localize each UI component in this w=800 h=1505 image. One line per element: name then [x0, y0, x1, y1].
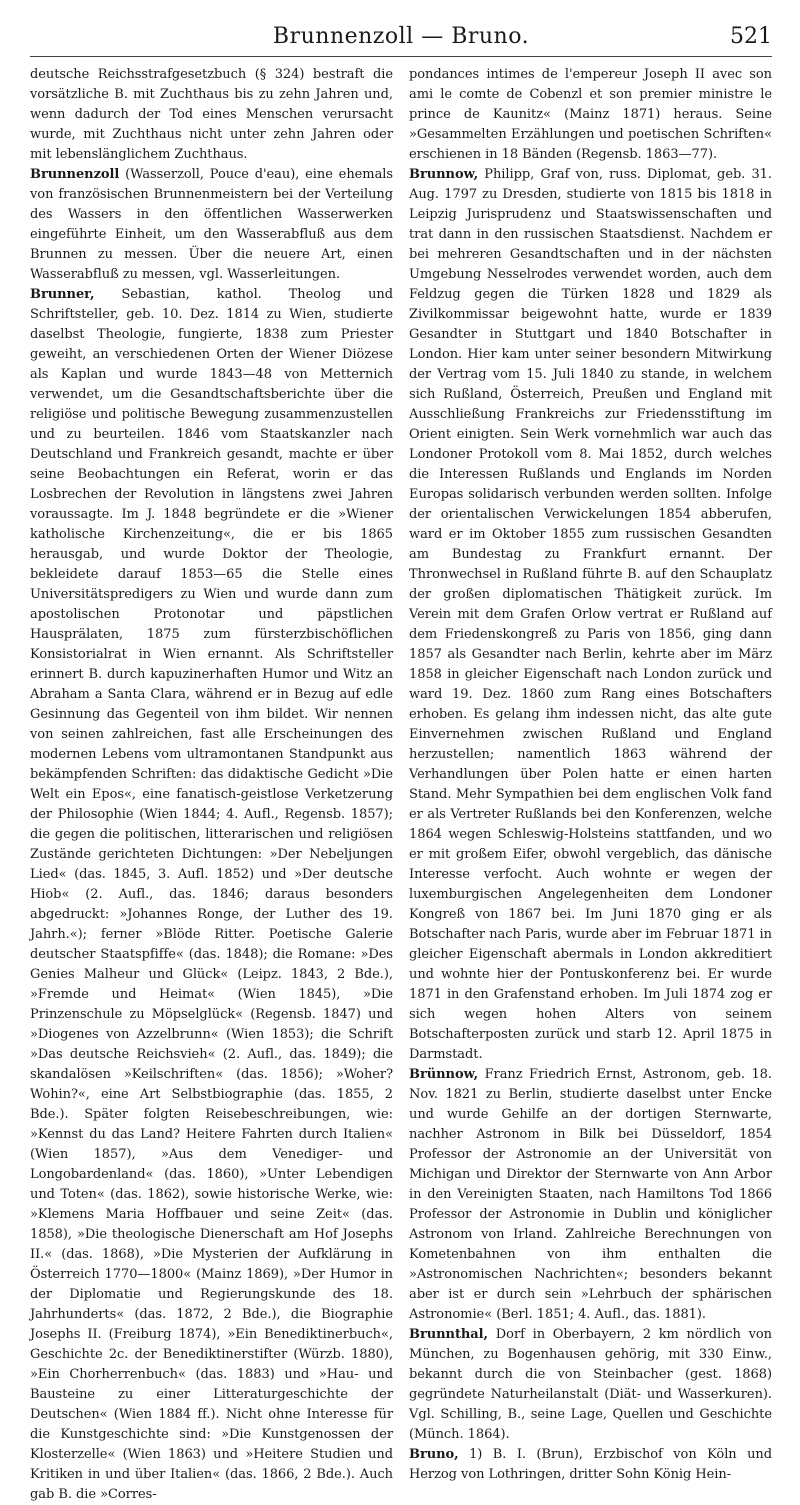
- entry-bruennow: [409, 1065, 772, 1325]
- entry-text: Sebastian, kathol. Theolog und Schriftsteller, geb. 10. Dez. 1814 zu Wien, studierte daselbst Theologie, fungierte, 1838 zum Priester geweiht, an verschiedenen Orten der Wiener Diözese als Kaplan und wurde 1843—48 von Metternich verwendet, um die Gesandtschaftsberichte über die religiöse und politische Bewegung zusammenzustellen und zu beurteilen. 1846 vom Staatskanzler nach Deutschland und Frankreich gesandt, machte er über seine Beobachtungen ein Referat, worin er das Losbrechen der Revolution in längstens zwei Jahren voraussagte. Im J. 1848 begründete er die »Wiener katholische Kirchenzeitung«, die er bis 1865 herausgab, und wurde Doktor der Theologie, bekleidete darauf 1853—65 die Stelle eines Universitätspredigers zu Wien und wurde dann zum apostolischen Protonotar und päpstlichen Hausprälaten, 1875 zum fürsterzbischöflichen Konsistorialrat in Wien ernannt. Als Schriftsteller erinnert B. durch kapuzinerhaften Humor und Witz an Abraham a Santa Clara, während er in Bezug auf edle Gesinnung das Gegenteil von ihm bildet. Wir nennen von seinen zahlreichen, fast alle Erscheinungen des modernen Lebens vom ultramontanen Standpunkt aus bekämpfenden Schriften: das didaktische Gedicht »Die Welt ein Epos«, eine fanatisch-geistlose Verketzerung der Philosophie (Wien 1844; 4. Aufl., Regensb. 1857); die gegen die politischen, litterarischen und religiösen Zustände gerichteten Dichtungen: »Der Nebeljungen Lied« (das. 1845, 3. Aufl. 1852) und »Der deutsche Hiob« (2. Aufl., das. 1846; daraus besonders abgedruckt: »Johannes Ronge, der Luther des 19. Jahrh.«); ferner »Blöde Ritter. Poetische Galerie deutscher Staatspfiffe« (das. 1848); die Romane: »Des Genies Malheur und Glück« (Leipz. 1843, 2 Bde.), »Fremde und Heimat« (Wien 1845), »Die Prinzenschule zu Möpselglück« (Regensb. 1847) und »Diogenes von Azzelbrunn« (Wien 1853); die Schrift »Das deutsche Reichsvieh« (2. Aufl., das. 1849); die skandalösen »Keilschriften« (das. 1856); »Woher? Wohin?«, eine Art Selbstbiographie (das. 1855, 2 Bde.). Später folgten Reisebeschreibungen, wie: »Kennst du das Land? Heitere Fahrten durch Italien« (Wien 1857), »Aus dem Venediger- und Longobardenland« (das. 1860), »Unter Lebendigen und Toten« (das. 1862), sowie historische Werke, wie: »Klemens Maria Hoffbauer und seine Zeit« (das. 1858), »Die theologische Dienerschaft am Hof Josephs II.« (das. 1868), »Die Mysterien der Aufklärung in Österreich 1770—1800« (Mainz 1869), »Der Humor in der Diplomatie und Regierungskunde des 18. Jahrhunderts« (das. 1872, 2 Bde.), die Biographie Josephs II. (Freiburg 1874), »Ein Benediktinerbuch«, Geschichte 2c. der Benediktinerstifter (Würzb. 1880), »Ein Chorherrenbuch« (das. 1883) und »Hau- und Bausteine zu einer Litteraturgeschichte der Deutschen« (Wien 1884 ff.). Nicht ohne Interesse für die Kunstgeschichte sind: »Die Kunstgenossen der Klosterzelle« (Wien 1863) und »Heitere Studien und Kritiken in und über Italien« (das. 1866, 2 Bde.). Auch gab B. die »Corres-: [30, 287, 393, 1502]
- entry-brunner-continued: [409, 65, 772, 165]
- running-title: Brunnenzoll — Bruno.: [272, 24, 530, 49]
- entry-text: Dorf in Oberbayern, 2 km nördlich von München, zu Bogenhausen gehörig, mit 330 Einw., bekannt durch die von Steinbacher (gest. 1868) gegründete Naturheilanstalt (Diät- und Wasserkuren). Vgl. Schilling, B., seine Lage, Quellen und Geschichte (Münch. 1864).: [409, 1327, 772, 1442]
- entry-text: Philipp, Graf von, russ. Diplomat, geb. 31. Aug. 1797 zu Dresden, studierte von 1815 bis 1818 in Leipzig Jurisprudenz und Staatswissenschaften und trat dann in den russischen Staatsdienst. Nachdem er bei mehreren Gesandtschaften und in der nächsten Umgebung Nesselrodes verwendet worden, auch dem Feldzug gegen die Türken 1828 und 1829 als Zivilkommissar beigewohnt hatte, wurde er 1839 Gesandter in Stuttgart und 1840 Botschafter in London. Hier kam unter seiner besondern Mitwirkung der Vertrag vom 15. Juli 1840 zu stande, in welchem sich Rußland, Österreich, Preußen und England mit Ausschließung Frankreichs zur Friedensstiftung im Orient einigten. Sein Werk vornehmlich war auch das Londoner Protokoll vom 8. Mai 1852, durch welches die Interessen Rußlands und Englands im Norden Europas solidarisch verbunden werden sollten. Infolge der orientalischen Verwickelungen 1854 abberufen, ward er im Oktober 1855 zum russischen Gesandten am Bundestag zu Frankfurt ernannt. Der Thronwechsel in Rußland führte B. auf den Schauplatz der großen diplomatischen Thätigkeit zurück. Im Verein mit dem Grafen Orlow vertrat er Rußland auf dem Friedenskongreß zu Paris von 1856, ging dann 1857 als Gesandter nach Berlin, kehrte aber im März 1858 in gleicher Eigenschaft nach London zurück und ward 19. Dez. 1860 zum Rang eines Botschafters erhoben. Es gelang ihm indessen nicht, das alte gute Einvernehmen zwischen Rußland und England herzustellen; namentlich 1863 während der Verhandlungen über Polen hatte er einen harten Stand. Mehr Sympathien bei dem englischen Volk fand er als Vertreter Rußlands bei den Konferenzen, welche 1864 wegen Schleswig-Holsteins stattfanden, und wo er mit großem Eifer, obwohl vergeblich, das dänische Interesse verfocht. Auch wohnte er wegen der luxemburgischen Angelegenheiten dem Londoner Kongreß von 1867 bei. Im Juni 1870 ging er als Botschafter nach Paris, wurde aber im Februar 1871 in gleicher Eigenschaft abermals in London akkreditiert und wohnte hier der Pontuskonferenz bei. Er wurde 1871 in den Grafenstand erhoben. Im Juli 1874 zog er sich wegen hohen Alters von seinem Botschafterposten zurück und starb 12. April 1875 in Darmstadt.: [409, 167, 772, 1062]
- entry-text: deutsche Reichsstrafgesetzbuch (§ 324) bestraft die vorsätzliche B. mit Zuchthaus bis zu zehn Jahren und, wenn dadurch der Tod eines Menschen verursacht wurde, mit Zuchthaus nicht unter zehn Jahren oder mit lebenslänglichem Zuchthaus.: [30, 67, 393, 162]
- page-number: 521: [730, 24, 772, 49]
- entry-lemma: Brunnenzoll: [30, 167, 120, 182]
- entry-bruno: [409, 1445, 772, 1485]
- page-header: [30, 22, 772, 57]
- entry-text: Franz Friedrich Ernst, Astronom, geb. 18. Nov. 1821 zu Berlin, studierte daselbst unter Encke und wurde Gehilfe an der dortigen Sternwarte, nachher Astronom in Bilk bei Düsseldorf, 1854 Professor der Astronomie an der Universität von Michigan und Direktor der Sternwarte von Ann Arbor in den Vereinigten Staaten, nach Hamiltons Tod 1866 Professor der Astronomie in Dublin und königlicher Astronom von Irland. Zahlreiche Berechnungen von Kometenbahnen von ihm enthalten die »Astronomischen Nachrichten«; besonders bekannt aber ist er durch sein »Lehrbuch der sphärischen Astronomie« (Berl. 1851; 4. Aufl., das. 1881).: [409, 1067, 772, 1322]
- text-columns: [30, 65, 772, 1502]
- entry-lemma: Brunnow,: [409, 167, 479, 182]
- entry-lemma: Bruno,: [409, 1447, 459, 1462]
- entry-text: pondances intimes de l'empereur Joseph II avec son ami le comte de Cobenzl et son premier ministre le prince de Kaunitz« (Mainz 1871) heraus. Seine »Gesammelten Erzählungen und poetischen Schriften« erschienen in 18 Bänden (Regensb. 1863—77).: [409, 67, 772, 162]
- entry-brunnthal: [409, 1325, 772, 1445]
- entry-lemma: Brunnthal,: [409, 1327, 489, 1342]
- entry-lemma: Brunner,: [30, 287, 95, 302]
- entry-lemma: Brünnow,: [409, 1067, 479, 1082]
- left-column: [30, 65, 393, 1502]
- entry-brunnenzoll: [30, 165, 393, 285]
- entry-brunnen-continued: [30, 65, 393, 165]
- entry-brunner: [30, 285, 393, 1505]
- entry-text: (Wasserzoll, Pouce d'eau), eine ehemals von französischen Brunnenmeistern bei der Verteilung des Wassers in den öffentlichen Wasserwerken eingeführte Einheit, um den Wasserabfluß aus dem Brunnen zu messen. Über die neuere Art, einen Wasserabfluß zu messen, vgl. Wasserleitungen.: [30, 167, 393, 282]
- right-column: [409, 65, 772, 1482]
- entry-text: 1) B. I. (Brun), Erzbischof von Köln und Herzog von Lothringen, dritter Sohn König Hein-: [409, 1447, 772, 1482]
- entry-brunnow: [409, 165, 772, 1065]
